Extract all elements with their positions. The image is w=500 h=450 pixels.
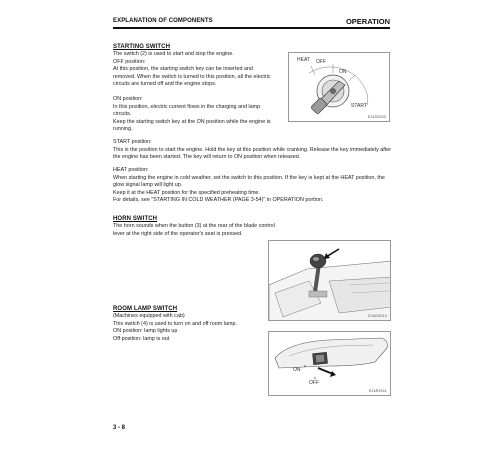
page-number: 3 - 8 (113, 425, 126, 431)
on-label: ON (293, 367, 301, 373)
room-lamp-figure (268, 331, 391, 396)
starting-switch-intro (113, 51, 271, 89)
on-label: ON (339, 69, 347, 75)
page-header (113, 18, 390, 30)
text-line: This switch (4) is used to turn on and off room lamp. (113, 320, 237, 327)
start-label: START (351, 103, 367, 109)
figure-code: EJ4R2011 (368, 389, 387, 393)
heat-label: HEAT (297, 57, 310, 63)
starting-switch-heat-position (113, 167, 385, 205)
figure-code: EJ4G2013 (368, 314, 387, 318)
starting-switch-on-position (113, 96, 271, 134)
text-line: circuits. (113, 111, 132, 118)
text-line: Keep it at the HEAT position for the specified preheating time. (113, 189, 260, 196)
horn-switch-title: HORN SWITCH (113, 216, 158, 222)
text-line: The horn sounds when the button (3) at the rear of the blade control (113, 223, 275, 229)
text-line: At this position, the starting switch key can be inserted and (113, 66, 253, 73)
text-line: HEAT position: (113, 167, 149, 173)
text-line: When starting the engine in cold weather, set the switch to this position. If the key is kept at the HEAT position, the (113, 174, 385, 181)
text-line: START position: (113, 139, 152, 145)
key-switch-illustration (289, 53, 390, 122)
text-line: OFF position: (113, 58, 146, 65)
text-line: The switch (2) is used to start and stop the engine. (113, 51, 234, 57)
room-lamp-switch-description (113, 313, 237, 343)
horn-switch-description (113, 223, 275, 238)
lever-illustration (269, 241, 391, 321)
starting-switch-title: STARTING SWITCH (113, 44, 171, 50)
text-line: the engine has been started. The key will return to ON position when released. (113, 154, 301, 161)
figure-code: EJ4S2003 (367, 115, 386, 119)
text-line: Keep the starting switch key at the ON position while the engine is (113, 118, 271, 125)
text-line: In this position, electric current flows in the charging and lamp (113, 103, 261, 110)
off-label: OFF (309, 380, 319, 386)
header-rule (113, 27, 390, 29)
text-line: running. (113, 126, 133, 133)
text-line: For details, see "STARTING IN COLD WEATHER (PAGE 3-54)" in OPERATION portion. (113, 197, 324, 204)
off-label: OFF (316, 59, 326, 65)
text-line: (Machines equipped with cab) (113, 313, 185, 319)
starting-switch-start-position (113, 139, 391, 162)
room-lamp-illustration (269, 332, 391, 396)
horn-switch-figure (268, 240, 391, 321)
header-section-title: EXPLANATION OF COMPONENTS (113, 18, 213, 24)
text-line: Off position: lamp is out (113, 335, 170, 342)
room-lamp-switch-title: ROOM LAMP SWITCH (113, 306, 178, 312)
text-line: lever at the right side of the operator's seat is pressed. (113, 230, 243, 237)
text-line: This is the position to start the engine. Hold the key at this position while cranking. Release the key immediately after (113, 146, 392, 153)
text-line: removed. When the switch is turned to this position, all the electric (113, 73, 271, 80)
text-line: circuits are turned off and the engine stops. (113, 81, 217, 88)
starting-switch-figure (288, 52, 390, 122)
text-line: ON position: lamp lights up (113, 328, 178, 335)
text-line: glow signal lamp will light up. (113, 182, 183, 189)
text-line: ON position: (113, 96, 143, 102)
header-chapter-title: OPERATION (345, 17, 390, 26)
